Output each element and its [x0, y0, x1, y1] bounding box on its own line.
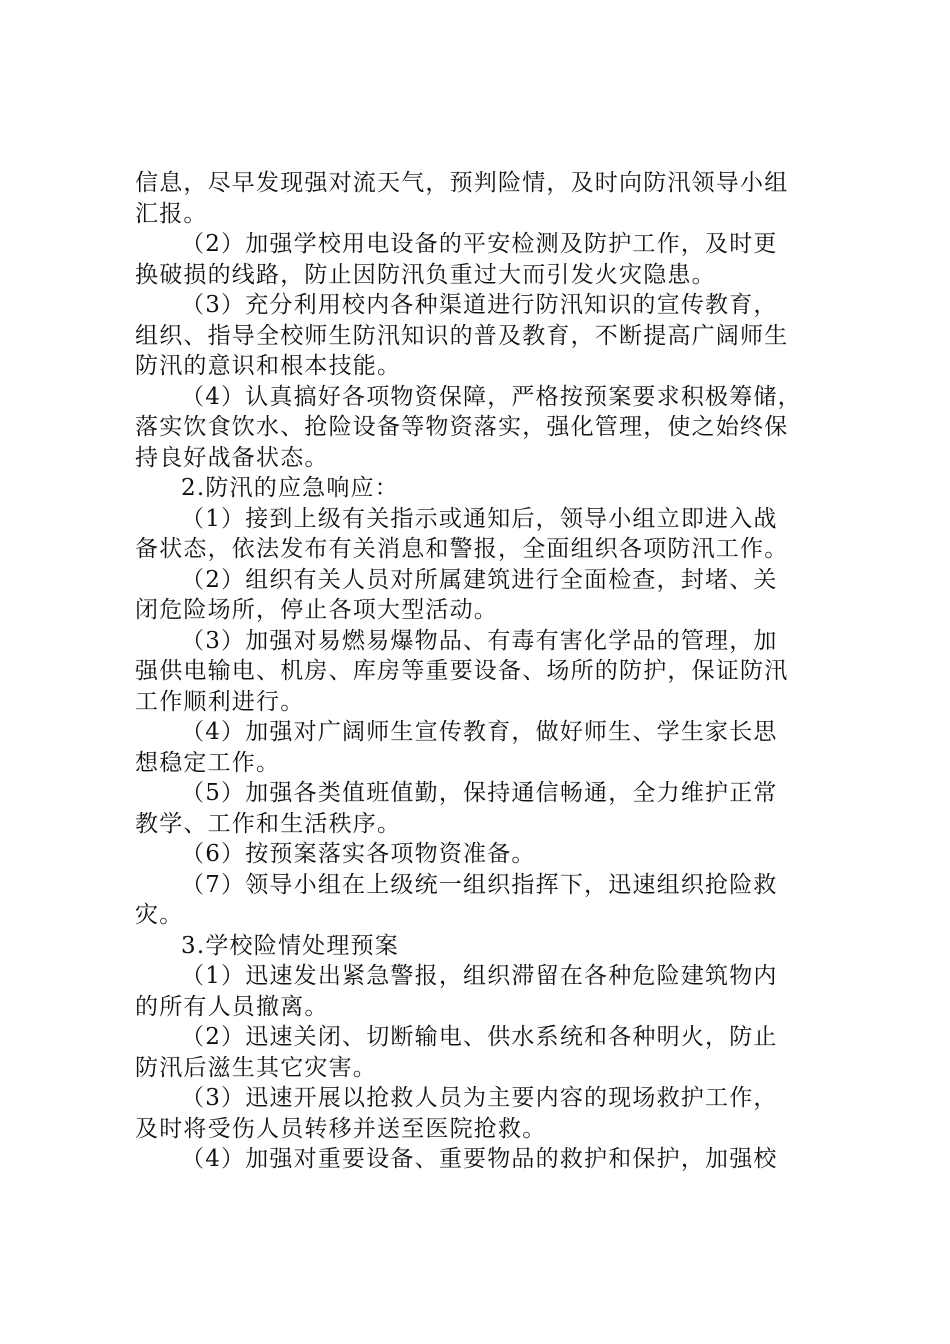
- text-line: 防汛的意识和根本技能。: [135, 353, 402, 379]
- text-line: 的所有人员撤离。: [135, 993, 329, 1020]
- text-line: 组织、指导全校师生防汛知识的普及教育，不断提高广阔师生: [135, 322, 789, 349]
- text-line: 及时将受伤人员转移并送至医院抢救。: [135, 1115, 547, 1142]
- text-line: （1）接到上级有关指示或通知后，领导小组立即进入战: [181, 505, 778, 532]
- text-line: 灾。: [135, 902, 184, 928]
- text-line: （1）迅速发出紧急警报，组织滞留在各种危险建筑物内: [181, 963, 778, 989]
- text-line: （3）迅速开展以抢救人员为主要内容的现场救护工作，: [181, 1085, 778, 1111]
- text-line: 强供电输电、机房、库房等重要设备、场所的防护，保证防汛: [135, 658, 789, 684]
- section-heading: 3.学校险情处理预案: [181, 932, 399, 959]
- text-line: （6）按预案落实各项物资准备。: [181, 841, 536, 867]
- text-line: （7）领导小组在上级统一组织指挥下，迅速组织抢险救: [181, 871, 778, 898]
- text-line: （2）迅速关闭、切断输电、供水系统和各种明火，防止: [181, 1024, 778, 1050]
- text-line: （3）充分利用校内各种渠道进行防汛知识的宣传教育，: [181, 292, 778, 318]
- text-line: 汇报。: [135, 200, 208, 227]
- text-line: （4）加强对重要设备、重要物品的救护和保护，加强校: [181, 1146, 778, 1172]
- text-line: （4）加强对广阔师生宣传教育，做好师生、学生家长思: [181, 719, 778, 745]
- text-line: 想稳定工作。: [135, 749, 281, 776]
- document-body: [135, 168, 825, 1175]
- text-line: （2）加强学校用电设备的平安检测及防护工作，及时更: [181, 231, 778, 257]
- text-line: 持良好战备状态。: [135, 444, 329, 471]
- text-line: （4）认真搞好各项物资保障，严格按预案要求积极筹储，: [181, 383, 802, 410]
- text-line: （5）加强各类值班值勤，保持通信畅通，全力维护正常: [181, 780, 778, 806]
- text-line: 防汛后滋生其它灾害。: [135, 1054, 377, 1081]
- section-heading: 2.防汛的应急响应：: [181, 475, 399, 501]
- text-line: 落实饮食饮水、抢险设备等物资落实，强化管理，使之始终保: [135, 414, 789, 440]
- text-line: 工作顺利进行。: [135, 688, 305, 715]
- text-line: （2）组织有关人员对所属建筑进行全面检查，封堵、关: [181, 566, 778, 593]
- text-line: （3）加强对易燃易爆物品、有毒有害化学品的管理，加: [181, 627, 778, 654]
- text-line: 信息，尽早发现强对流天气，预判险情，及时向防汛领导小组: [135, 170, 789, 196]
- text-line: 闭危险场所，停止各项大型活动。: [135, 597, 498, 623]
- text-line: 换破损的线路，防止因防汛负重过大而引发火灾隐患。: [135, 261, 716, 288]
- text-line: 教学、工作和生活秩序。: [135, 810, 402, 837]
- text-line: 备状态，依法发布有关消息和警报，全面组织各项防汛工作。: [135, 536, 789, 562]
